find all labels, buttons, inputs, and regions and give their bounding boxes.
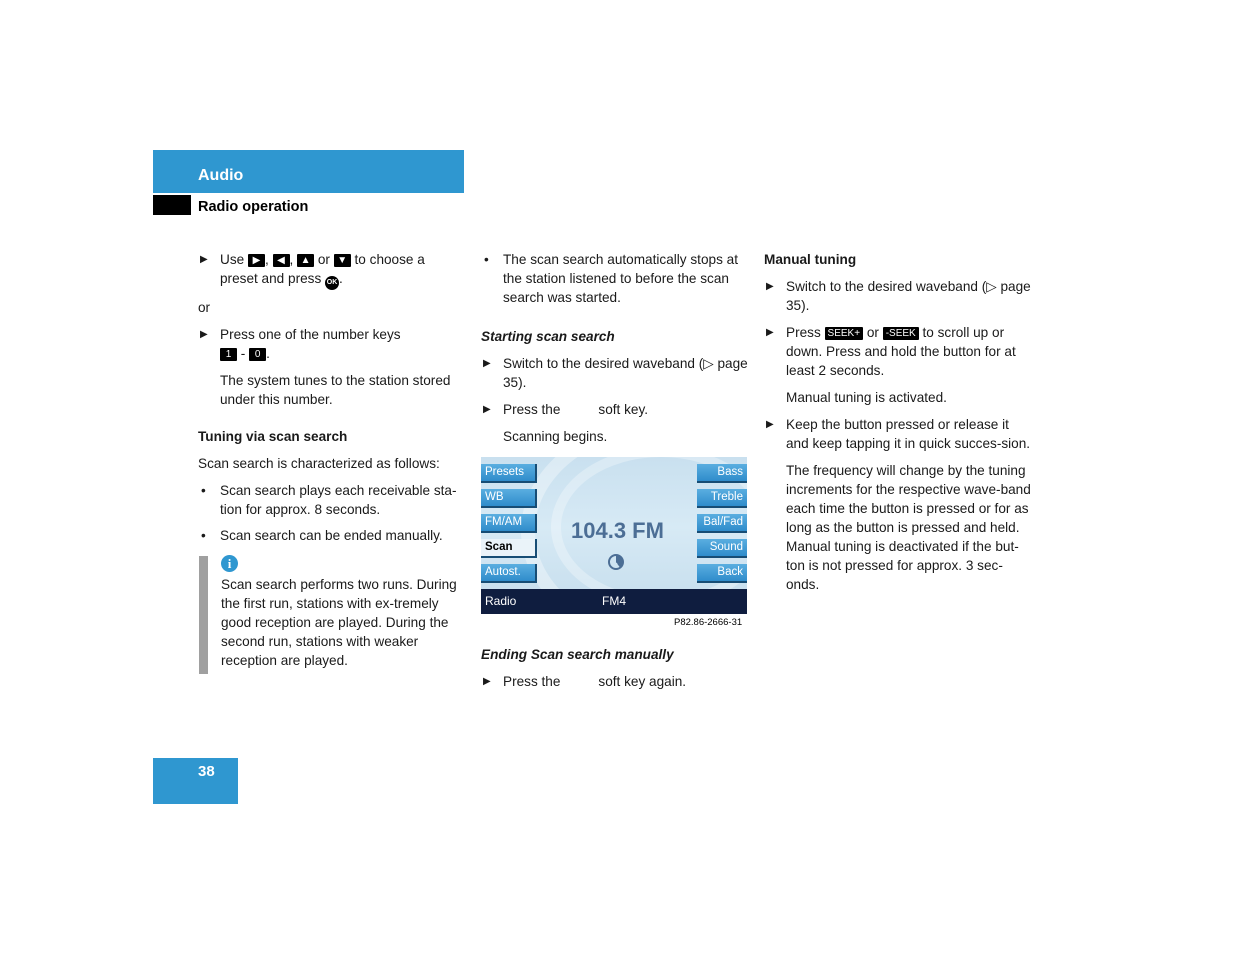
scan-heading: Tuning via scan search xyxy=(198,429,348,444)
step-press-scan: ▶ Press the soft key. xyxy=(483,402,649,417)
seek-up-key-icon: SEEK+ xyxy=(825,327,864,340)
bullet-item: • Scan search can be ended manually. xyxy=(201,528,443,543)
info-icon: i xyxy=(221,555,238,572)
frequency-note: The frequency will change by the tuning increments for the respective wave-band each time the button is pressed or for as long as the button is pressed and held. xyxy=(786,463,1031,535)
manual-tuning-activated: Manual tuning is activated. xyxy=(786,390,947,405)
info-box xyxy=(221,554,466,670)
right-key-icon: ▶ xyxy=(248,254,265,267)
step-choose-preset: ▶ Use ▶ , ◀ , ▲ or ▼ to choose a preset and press OK . xyxy=(198,250,466,290)
starting-scan-heading: Starting scan search xyxy=(481,329,615,344)
section-title: Audio xyxy=(198,167,244,184)
step-switch-waveband: ▶ Switch to the desired waveband (▷ page 35). xyxy=(483,356,748,390)
soft-key-autost[interactable]: Autost. xyxy=(481,564,537,583)
manual-tuning-heading: Manual tuning xyxy=(764,252,857,267)
column-3 xyxy=(764,250,1032,602)
play-arrow-icon: ▶ xyxy=(766,327,774,338)
soft-key-bass[interactable]: Bass xyxy=(697,464,747,483)
status-bar xyxy=(481,589,747,614)
step-keep-pressed: ▶ Keep the button pressed or release it and keep tapping it in quick succes-sion. xyxy=(766,417,1031,451)
step-number-keys: ▶ Press one of the number keys 1 - 0 . xyxy=(200,327,401,361)
play-arrow-icon: ▶ xyxy=(200,254,208,265)
left-key-icon: ◀ xyxy=(273,254,290,267)
play-arrow-icon: ▶ xyxy=(200,329,208,340)
status-source: Radio xyxy=(485,594,517,608)
soft-key-presets[interactable]: Presets xyxy=(481,464,537,483)
up-key-icon: ▲ xyxy=(297,254,314,267)
number-key-1-icon: 1 xyxy=(220,348,237,361)
deactivation-note: Manual tuning is deactivated if the but-ton is not pressed for approx. 3 sec-onds. xyxy=(786,539,1019,592)
seek-down-key-icon: -SEEK xyxy=(883,327,919,340)
frequency-display: 104.3 FM xyxy=(571,518,664,543)
soft-key-sound[interactable]: Sound xyxy=(697,539,747,558)
play-arrow-icon: ▶ xyxy=(766,281,774,292)
soft-key-back[interactable]: Back xyxy=(697,564,747,583)
page-number: 38 xyxy=(198,763,215,780)
soft-key-wb[interactable]: WB xyxy=(481,489,537,508)
soft-key-scan[interactable]: Scan xyxy=(481,539,537,558)
soft-key-fm-am[interactable]: FM/AM xyxy=(481,514,537,533)
soft-key-bal-fad[interactable]: Bal/Fad xyxy=(697,514,747,533)
radio-display xyxy=(481,457,747,614)
step-press-seek: ▶ Press SEEK+ or -SEEK to scroll up or down. Press and hold the button for at least 2 seconds. xyxy=(766,325,1016,378)
bullet-item: • The scan search automatically stops at the station listened to before the scan search was started. xyxy=(484,252,738,305)
info-text: Scan search performs two runs. During the first run, stations with ex-tremely good reception are played. During the second run, stations with weaker reception are played. xyxy=(221,577,457,668)
column-2-lower xyxy=(481,645,749,699)
step-switch-waveband: ▶ Switch to the desired waveband (▷ page 35). xyxy=(766,279,1031,313)
ending-scan-heading: Ending Scan search manually xyxy=(481,647,674,662)
scan-clock-icon xyxy=(608,554,624,570)
bullet-item: • Scan search plays each receivable sta-tion for approx. 8 seconds. xyxy=(201,483,457,517)
subsection-title: Radio operation xyxy=(198,199,309,215)
column-2 xyxy=(481,250,749,454)
subsection-marker xyxy=(153,195,191,215)
column-1 xyxy=(198,250,466,552)
figure-id: P82.86-2666-31 xyxy=(674,617,743,628)
result-text: The system tunes to the station stored under this number. xyxy=(220,373,451,407)
scanning-begins: Scanning begins. xyxy=(503,429,608,444)
play-arrow-icon: ▶ xyxy=(766,419,774,430)
soft-key-treble[interactable]: Treble xyxy=(697,489,747,508)
play-arrow-icon: ▶ xyxy=(483,404,491,415)
or-text: or xyxy=(198,300,211,315)
scan-intro: Scan search is characterized as follows: xyxy=(198,456,440,471)
play-arrow-icon: ▶ xyxy=(483,358,491,369)
ok-key-icon: OK xyxy=(325,276,339,290)
status-band: FM4 xyxy=(602,594,626,608)
number-key-0-icon: 0 xyxy=(249,348,266,361)
info-box-bar xyxy=(199,556,208,674)
step-press-scan-again: ▶ Press the soft key again. xyxy=(483,674,687,689)
play-arrow-icon: ▶ xyxy=(483,676,491,687)
down-key-icon: ▼ xyxy=(334,254,351,267)
page-number-tab xyxy=(153,758,238,804)
